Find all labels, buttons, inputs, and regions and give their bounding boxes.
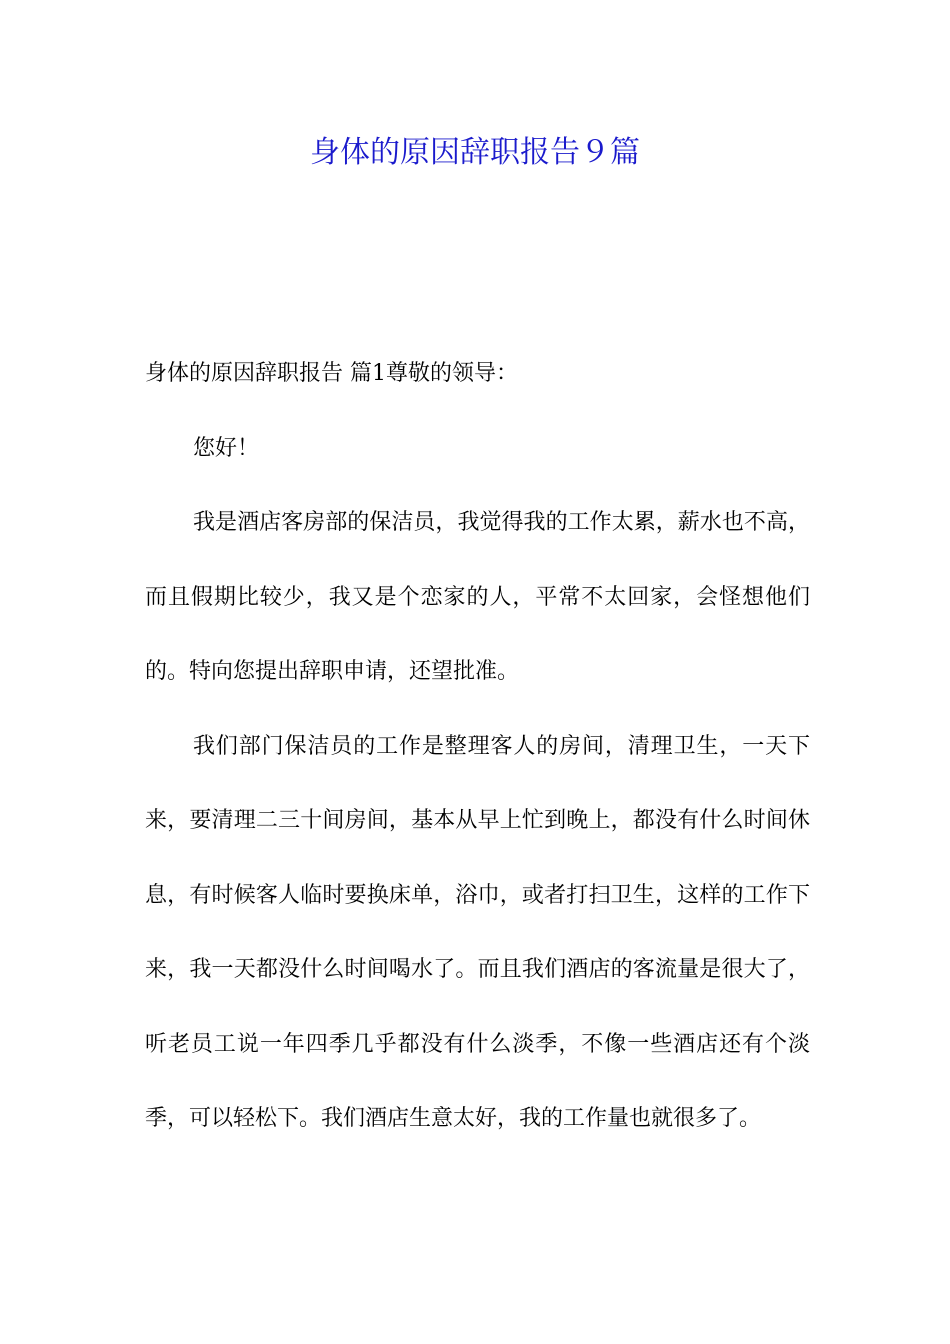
paragraph-reason: 我是酒店客房部的保洁员，我觉得我的工作太累，薪水也不高，而且假期比较少，我又是个恋家的人，平常不太回家，会怪想他们的。特向您提出辞职申请，还望批准。: [145, 510, 810, 684]
paragraph-heading-line: 身体的原因辞职报告 篇1尊敬的领导：: [145, 361, 518, 386]
paragraph-workload: 我们部门保洁员的工作是整理客人的房间，清理卫生，一天下来，要清理二三十间房间，基本从早上忙到晚上，都没有什么时间休息，有时候客人临时要换床单，浴巾，或者打扫卫生，这样的工作下来，我一天都没什么时间喝水了。而且我们酒店的客流量是很大了，听老员工说一年四季几乎都没有什么淡季，不像一些酒店还有个淡季，可以轻松下。我们酒店生意太好，我的工作量也就很多了。: [145, 733, 810, 1131]
document-title: 身体的原因辞职报告９篇: [310, 135, 640, 170]
paragraph-greeting: 您好！: [193, 435, 260, 461]
document-body: [145, 337, 810, 1157]
